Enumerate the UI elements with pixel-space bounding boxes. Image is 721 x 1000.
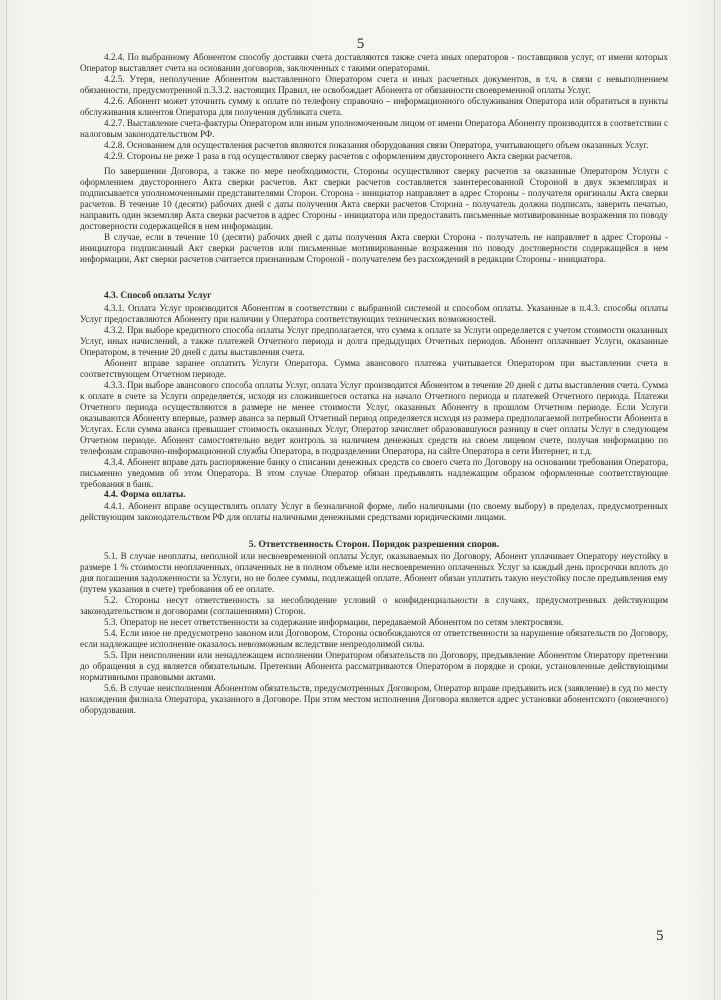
paragraph: 5.1. В случае неоплаты, неполной или несвоевременной оплаты Услуг, оказываемых по Договору, Абонент уплачивает Оператору неустойку в размере 1 % стоимости неоплаченных, оплаченных не в полном объеме или несвоевременно оплаченных Услуг за каждый день просрочки вплоть до дня погашения задолженности за Услуги, но не более суммы, подлежащей оплате. Абонент обязан уплатить такую неустойку после предъявления ему (путем указания в счете) требования об ее оплате.: [80, 551, 668, 594]
scan-edge: [714, 0, 715, 1000]
section-heading-4-3: 4.3. Способ оплаты Услуг: [104, 291, 212, 301]
paragraph: 4.2.9. Стороны не реже 1 раза в год осуществляют сверку расчетов с оформлением двустороннего Акта сверки расчетов.: [104, 151, 573, 161]
paragraph: 4.3.3. При выборе авансового способа оплаты Услуг, оплата Услуг производится Абонентом в течение 20 дней с даты выставления счета. Сумма к оплате в счете за Услуги определяется, исходя из сложившегося остатка на начало Отчетного периода и платежей Отчетного периода. Платежи Отчетного периода осуществляются в размере не менее стоимости Услуг, оказанных Абоненту в прошлом Отчетном периоде. Если Услуги оказываются Абоненту впервые, размер аванса за первый Отчетный период определяется исходя из размера предполагаемой потребности Абонента в Услугах. Если сумма аванса превышает стоимость оказанных Услуг, Оператор зачисляет образовавшуюся разницу в счет оплаты Услуг в следующем Отчетном периоде. Абонент самостоятельно ведет контроль за наличием денежных средств на своем лицевом счете, получая информацию по телефонам справочно-информационной службы Оператора, в подразделении Оператора, на сайте Оператора в сети Интернет, и т.д.: [80, 379, 668, 456]
paragraph: 5.5. При неисполнении или ненадлежащем исполнении Оператором обязательств по Договору, предъявление Абонентом Оператору претензии до обращения в суд является обязательным. Претензии Абонента рассматриваются Оператором в порядке и сроки, установленные действующими нормативными правовыми актами.: [80, 650, 668, 682]
paragraph: 5.4. Если иное не предусмотрено законом или Договором, Стороны освобождаются от ответственности за нарушение обязательств по Договору, если надлежащее исполнение оказалось невозможным вследствие непреодолимой силы.: [80, 628, 668, 649]
paragraph: 5.6. В случае неисполнения Абонентом обязательств, предусмотренных Договором, Оператор вправе предъявить иск (заявление) в суд по месту нахождения филиала Оператора, указанного в Договоре. При этом местом исполнения Договора является адрес установки абонентского (оконечного) оборудования.: [80, 683, 668, 715]
paragraph: По завершении Договора, а также по мере необходимости, Стороны осуществляют сверку расчетов за оказанные Оператором Услуги с оформлением двустороннего Акта сверки расчетов. Акт сверки расчетов составляется заинтересованной Стороной в двух экземплярах и подписывается уполномоченными представителями Сторон. Сторона - инициатор направляет в адрес Стороны - получателя оригиналы Акта сверки расчетов. В течение 10 (десяти) рабочих дней с даты получения Акта сверки расчетов Сторона - получатель должна подписать, заверить печатью, направить один экземпляр Акта сверки расчетов в адрес Стороны - инициатора или предоставить письменные мотивированные возражения по поводу достоверности содержащейся в нем информации.: [80, 166, 668, 231]
page-number-bottom: 5: [656, 928, 664, 944]
paragraph: 5.3. Оператор не несет ответственности за содержание информации, передаваемой Абонентом по сетям электросвязи.: [104, 617, 564, 627]
paragraph: 4.4.1. Абонент вправе осуществлять оплату Услуг в безналичной форме, либо наличными (по своему выбору) в пределах, предусмотренных действующим законодательством РФ для оплаты наличными денежными средствами юридическими лицами.: [80, 501, 668, 522]
paragraph: 4.2.6. Абонент может уточнить сумму к оплате по телефону справочно – информационного обслуживания Оператора или обратиться в пункты обслуживания клиентов Оператора для получения дубликата счета.: [80, 96, 668, 117]
paragraph: 4.3.2. При выборе кредитного способа оплаты Услуг предполагается, что сумма к оплате за Услуги определяется с учетом стоимости оказанных Услуг, иных начислений, а также платежей Отчетного периода и долга предыдущих Отчетных периодов. Абонент оплачивает Услуги, оказанные Оператором, в течение 20 дней с даты выставления счета.: [80, 324, 668, 357]
paragraph: 4.2.4. По выбранному Абонентом способу доставки счета доставляются также счета иных операторов - поставщиков услуг, от имени которых Оператор выставляет счета на основании договоров, заключенных с такими операторами.: [80, 52, 668, 73]
page-number-top: 5: [356, 36, 365, 52]
paragraph: 5.2. Стороны несут ответственность за несоблюдение условий о конфиденциальности в случаях, предусмотренных действующим законодательством и договорами (соглашениями) Сторон.: [80, 595, 668, 616]
paragraph: Абонент вправе заранее оплатить Услуги Оператора. Сумма авансового платежа учитывается Оператором при выставлении счета в соответствующем Отчетном периоде.: [80, 357, 668, 379]
paragraph: В случае, если в течение 10 (десяти) рабочих дней с даты получения Акта сверки Сторона - получатель не направляет в адрес Стороны - инициатора подписанный Акт сверки расчетов или письменные мотивированные возражения по поводу достоверности содержащейся в нем информации, Акт сверки расчетов считается признанным Стороной - получателем без расхождений в редакции Стороны - инициатора.: [80, 232, 668, 264]
paragraph: 4.3.4. Абонент вправе дать распоряжение банку о списании денежных средств со своего счета по Договору на основании требования Оператора, письменно уведомив об этом Оператора. В этом случае Оператор обязан предъявлять надлежащим образом оформленные соответствующие требования в банк.: [80, 456, 668, 489]
paragraph: 4.2.8. Основанием для осуществления расчетов являются показания оборудования связи Оператора, учитывающего объем оказанных Услуг.: [104, 140, 649, 150]
scan-edge: [6, 0, 7, 1000]
section-heading-5: 5. Ответственность Сторон. Порядок разрешения споров.: [248, 539, 500, 550]
document-body: [80, 52, 668, 716]
paragraph: 4.2.7. Выставление счета-фактуры Оператором или иным уполномоченным лицом от имени Оператора Абоненту производится в соответствии с налоговым законодательством РФ.: [80, 118, 668, 139]
paragraph: 4.2.5. Утеря, неполучение Абонентом выставленного Оператором счета и иных расчетных документов, в т.ч. в связи с невыполнением обязанности, предусмотренной п.3.3.2. настоящих Правил, не освобождает Абонента от обязанности своевременной оплаты Услуг.: [80, 74, 668, 95]
section-heading-4-4: 4.4. Форма оплаты.: [104, 489, 186, 500]
paragraph: 4.3.1. Оплата Услуг производится Абонентом в соответствии с выбранной системой и способом оплаты. Указанные в п.4.3. способы оплаты Услуг предоставляются Абоненту при наличии у Оператора соответствующих технических возможностей.: [80, 302, 668, 324]
